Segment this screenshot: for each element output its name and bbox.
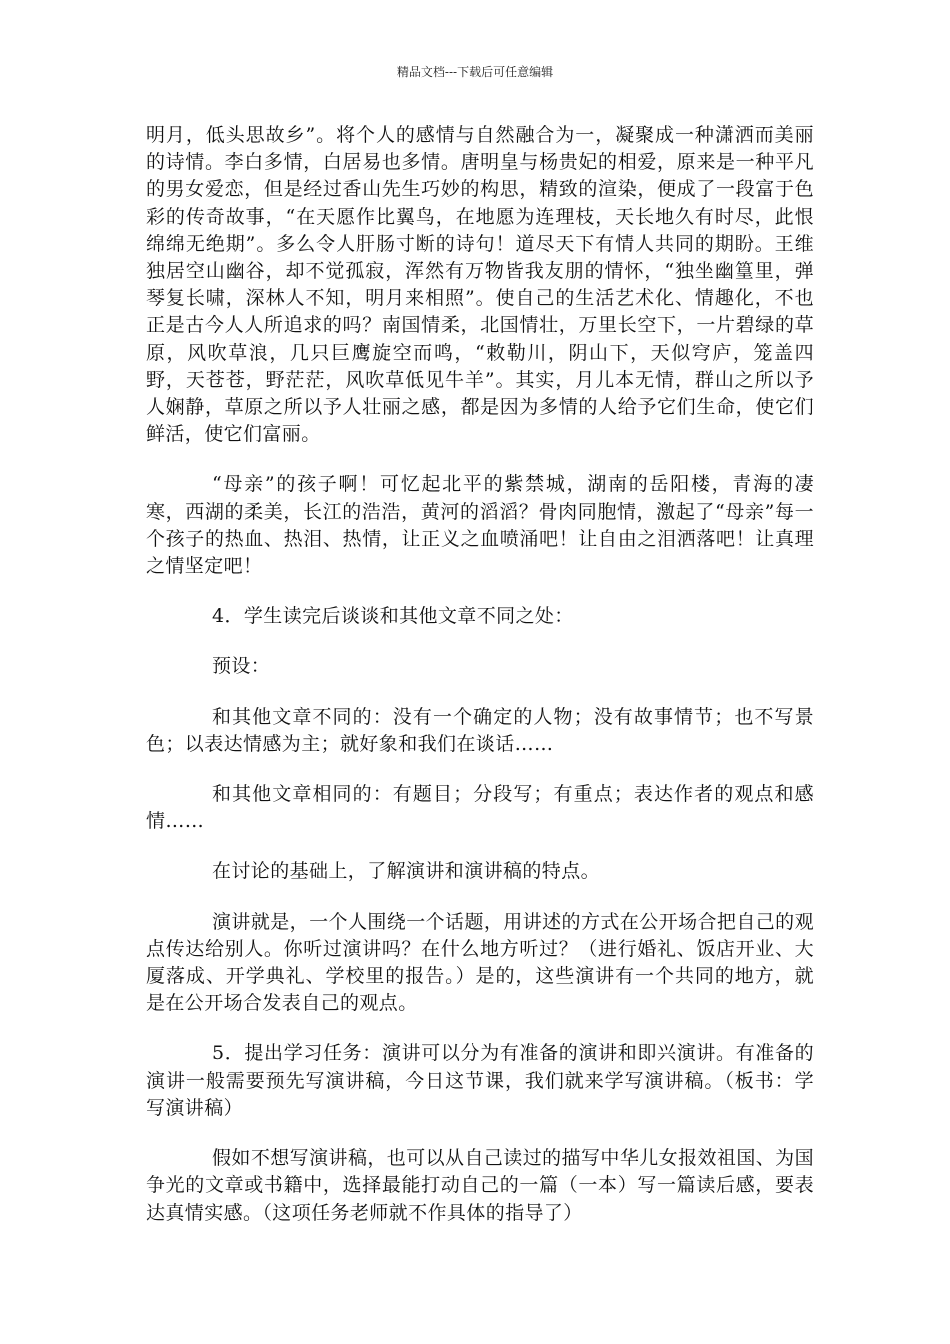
- document-body: [146, 122, 814, 1227]
- paragraph-poetry-emotion: 明月，低头思故乡”。将个人的感情与自然融合为一，凝聚成一种潇洒而美丽的诗情。李白多情，白居易也多情。唐明皇与杨贵妃的相爱，原来是一种平凡的男女爱恋，但是经过香山先生巧妙的构思，精致的渲染，便成了一段富于色彩的传奇故事，“在天愿作比翼鸟，在地愿为连理枝，天长地久有时尽，此恨绵绵无绝期”。多么令人肝肠寸断的诗句！道尽天下有情人共同的期盼。王维独居空山幽谷，却不觉孤寂，浑然有万物皆我友朋的情怀，“独坐幽篁里，弹琴复长啸，深林人不知，明月来相照”。使自己的生活艺术化、情趣化，不也正是古今人人所追求的吗？南国情柔，北国情壮，万里长空下，一片碧绿的草原，风吹草浪，几只巨鹰旋空而鸣，“敕勒川，阴山下，天似穹庐，笼盖四野，天苍苍，野茫茫，风吹草低见牛羊”。其实，月儿本无情，群山之所以予人娴静，草原之所以予人壮丽之感，都是因为多情的人给予它们生命，使它们鲜活，使它们富丽。: [146, 124, 814, 446]
- paragraph-motherland: “母亲”的孩子啊！可忆起北平的紫禁城，湖南的岳阳楼，青海的凄寒，西湖的柔美，长江的浩浩，黄河的滔滔？骨肉同胞情，激起了“母亲”每一个孩子的热血、热泪、热情，让正义之血喷涌吧！让自由之泪洒落吧！让真理之情坚定吧！: [146, 473, 814, 578]
- paragraph-preset-label: 预设：: [212, 655, 271, 678]
- paragraph-step-5: 5．提出学习任务：演讲可以分为有准备的演讲和即兴演讲。有准备的演讲一般需要预先写演讲稿，今日这节课，我们就来学写演讲稿。（板书：学写演讲稿）: [146, 1042, 814, 1119]
- paragraph-speech-definition: 演讲就是，一个人围绕一个话题，用讲述的方式在公开场合把自己的观点传达给别人。你听过演讲吗？在什么地方听过？（进行婚礼、饭店开业、大厦落成、开学典礼、学校里的报告。）是的，这些演讲有一个共同的地方，就是在公开场合发表自己的观点。: [146, 910, 814, 1015]
- page-header: 精品文档---下载后可任意编辑: [396, 65, 554, 79]
- paragraph-step-4: 4．学生读完后谈谈和其他文章不同之处：: [212, 605, 574, 628]
- paragraph-discussion: 在讨论的基础上，了解演讲和演讲稿的特点。: [212, 860, 601, 883]
- paragraph-alternative-task: 假如不想写演讲稿，也可以从自己读过的描写中华儿女报效祖国、为国争光的文章或书籍中，选择最能打动自己的一篇（一本）写一篇读后感，要表达真情实感。（这项任务老师就不作具体的指导了）: [146, 1147, 814, 1224]
- paragraph-similarities: 和其他文章相同的：有题目；分段写；有重点；表达作者的观点和感情……: [146, 783, 814, 833]
- paragraph-differences: 和其他文章不同的：没有一个确定的人物；没有故事情节；也不写景色；以表达情感为主；就好象和我们在谈话……: [146, 705, 814, 755]
